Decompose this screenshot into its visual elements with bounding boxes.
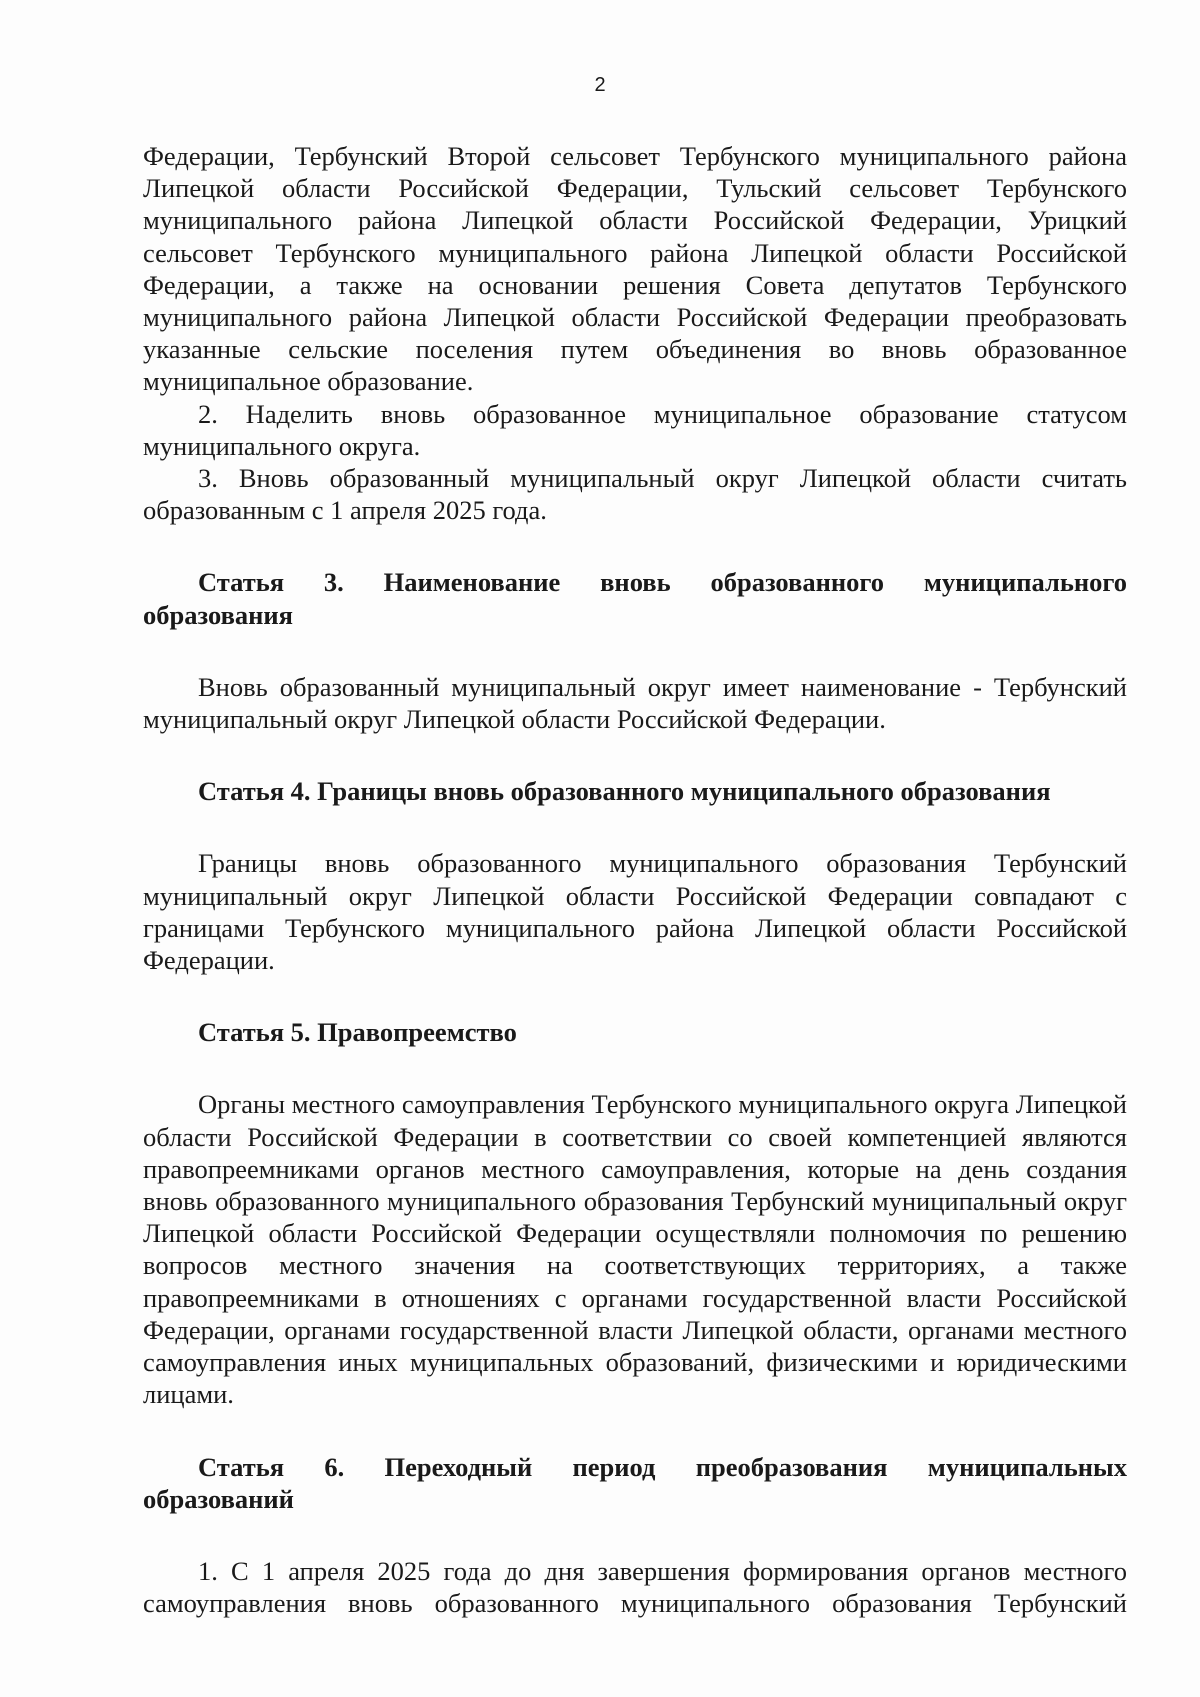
- article5-text: Органы местного самоуправления Тербунского муниципального округа Липецкой области Российской Федерации в соответствии со своей компетенцией являются правопреемниками органов местного самоуправления, которые на день создания вновь образованного муниципального образования Тербунский муниципальный округ Липецкой области Российской Федерации осуществляли полномочия по решению вопросов местного значения на соответствующих территориях, а также правопреемниками в отношениях с органами государственной власти Российской Федерации, органами государственной власти Липецкой области, органами местного самоуправления иных муниципальных образований, физическими и юридическими лицами.: [143, 1089, 1127, 1410]
- article3-heading: Статья 3. Наименование вновь образованного муниципального образования: [143, 567, 1127, 630]
- article5-heading: Статья 5. Правопреемство: [198, 1017, 517, 1048]
- article6-item-1: 1. С 1 апреля 2025 года до дня завершения формирования органов местного самоуправления вновь образованного муниципального образования Тербунский: [143, 1555, 1127, 1619]
- article3-text: Вновь образованный муниципальный округ имеет наименование - Тербунский муниципальный округ Липецкой области Российской Федерации.: [143, 671, 1127, 735]
- page-number: 2: [594, 74, 606, 96]
- article6-heading: Статья 6. Переходный период преобразования муниципальных образований: [143, 1451, 1127, 1514]
- document-body: [143, 140, 1127, 1619]
- article4-heading: Статья 4. Границы вновь образованного муниципального образования: [198, 776, 1051, 807]
- article2-item-2: 2. Наделить вновь образованное муниципальное образование статусом муниципального округа.: [143, 398, 1127, 461]
- article2-item-3: 3. Вновь образованный муниципальный округ Липецкой области считать образованным с 1 апреля 2025 года.: [143, 463, 1127, 526]
- article2-paragraph-continued: Федерации, Тербунский Второй сельсовет Тербунского муниципального района Липецкой области Российской Федерации, Тульский сельсовет Тербунского муниципального района Липецкой области Российской Федерации, Урицкий сельсовет Тербунского муниципального района Липецкой области Российской Федерации, а также на основании решения Совета депутатов Тербунского муниципального района Липецкой области Российской Федерации преобразовать указанные сельские поселения путем объединения во вновь образованное муниципальное образование.: [143, 141, 1127, 397]
- article4-text: Границы вновь образованного муниципального образования Тербунский муниципальный округ Липецкой области Российской Федерации совпадают с границами Тербунского муниципального района Липецкой области Российской Федерации.: [143, 848, 1127, 976]
